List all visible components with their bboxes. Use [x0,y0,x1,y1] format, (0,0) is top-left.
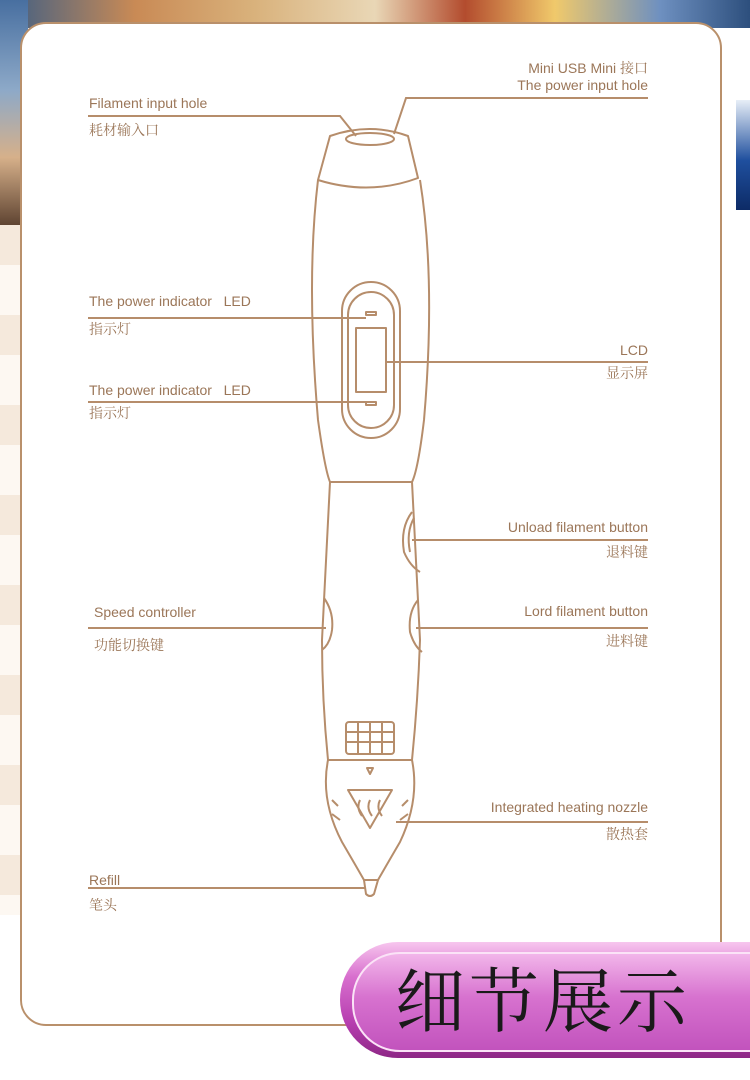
led-top-label-cn: 指示灯 [89,321,131,337]
speed-controller-label-cn: 功能切换键 [94,637,164,653]
load-button-label-cn: 进料键 [606,633,648,649]
filament-input-hole-shape [346,133,394,145]
usb-port-label: Mini USB Mini 接口 [528,60,648,76]
load-button-label: Lord filament button [524,603,648,619]
lcd-label-cn: 显示屏 [606,365,648,381]
led-bottom-shape [366,402,376,405]
details-banner-text: 细节展示 [395,961,691,1043]
refill-label: Refill [89,872,121,888]
power-input-label: The power input hole [517,77,648,93]
pen-upper-body [312,180,429,482]
speed-controller-label: Speed controller [94,604,196,620]
led-top-label: The power indicator LED [89,293,251,309]
led-top-shape [366,312,376,315]
led-bottom-label: The power indicator LED [89,382,251,398]
heating-nozzle-label-cn: 散热套 [606,826,648,842]
refill-label-cn: 笔头 [89,897,117,913]
unload-button-label: Unload filament button [507,519,648,535]
lcd-label: LCD [619,342,648,358]
led-bottom-label-cn: 指示灯 [89,405,131,421]
pen-top-cap [318,129,418,188]
unload-button-label-cn: 退料键 [606,544,648,560]
filament-input-label-cn: 耗材输入口 [89,122,159,138]
leader-usb [394,98,648,134]
refill-tip-shape [364,880,378,896]
filament-input-label: Filament input hole [89,95,208,111]
lcd-screen [356,328,386,392]
heating-nozzle-label: Integrated heating nozzle [490,799,648,815]
